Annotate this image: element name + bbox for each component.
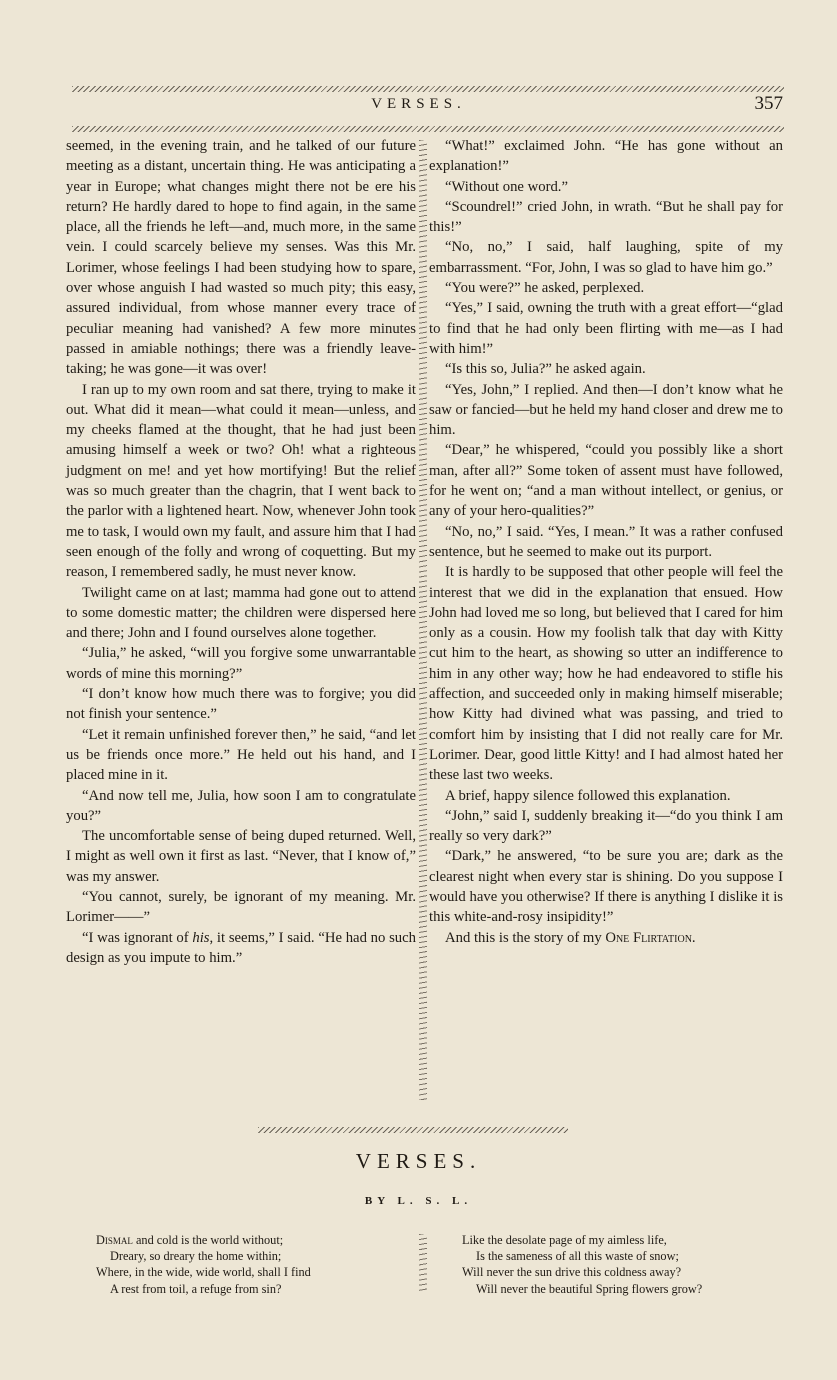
poem-line-lead-word: Dismal xyxy=(96,1233,133,1247)
poem-title: VERSES. xyxy=(355,1149,482,1173)
paragraph xyxy=(66,928,416,969)
poem-column-divider xyxy=(419,1234,427,1292)
paragraph: Twilight came on at last; mamma had gone out to attend to some domestic matter; the children were dispersed here and there; John and I found ourselves alone together. xyxy=(66,584,416,642)
paragraph: “Let it remain unfinished forever then,” he said, “and let us be friends once more.” He held out his hand, and I placed mine in it. xyxy=(66,726,416,784)
running-header-title: VERSES. xyxy=(371,96,466,112)
text-run: And this is the story of my xyxy=(445,929,606,946)
paragraph: “Without one word.” xyxy=(445,178,568,195)
text-run: , it seems,” I said. “He had no such design as you impute to him.” xyxy=(66,929,416,966)
paragraph: “No, no,” I said, half laughing, spite of my embarrassment. “For, John, I was so glad to have him go.” xyxy=(429,239,783,276)
paragraph: “And now tell me, Julia, how soon I am to congratulate you?” xyxy=(66,787,416,824)
section-divider-rule xyxy=(258,1127,568,1133)
text-run: “I was ignorant of xyxy=(82,929,193,946)
poem-line xyxy=(96,1232,406,1248)
paragraph: “You were?” he asked, perplexed. xyxy=(445,280,645,297)
poem-line: Where, in the wide, wide world, shall I find xyxy=(96,1265,311,1280)
poem-line: Like the desolate page of my aimless life, xyxy=(462,1233,667,1247)
story-title-small-caps: One Flirtation. xyxy=(605,929,696,946)
paragraph: “Dark,” he answered, “to be sure you are; dark as the clearest night when every star is shining. Do you suppose I would have you otherwise? If there is anything I dislike it is this white-and-rosy insipidity!” xyxy=(429,848,783,926)
header-top-rule xyxy=(72,86,784,92)
paragraph: “What!” exclaimed John. “He has gone without an explanation!” xyxy=(429,138,783,175)
text-run: and cold is the world without; xyxy=(132,1233,284,1247)
poem-line: Is the sameness of all this waste of snow; xyxy=(476,1249,679,1264)
poem-line: Will never the beautiful Spring flowers grow? xyxy=(476,1281,703,1296)
poem-line: Dreary, so dreary the home within; xyxy=(110,1249,282,1264)
poem-stanza-left xyxy=(96,1232,406,1297)
paragraph: “Julia,” he asked, “will you forgive some unwarrantable words of mine this morning?” xyxy=(66,645,416,682)
poem-byline: BY L. S. L. xyxy=(364,1195,473,1207)
paragraph: “I don’t know how much there was to forgive; you did not finish your sentence.” xyxy=(66,686,416,723)
poem-line: Will never the sun drive this coldness away? xyxy=(462,1265,682,1280)
poem-stanza-right xyxy=(462,1232,782,1297)
paragraph: “Dear,” he whispered, “could you possibly like a short man, after all?” Some token of assent must have followed, for he went on; “and a man without intellect, or genius, or any of your hero-qualities?” xyxy=(429,442,783,520)
paragraph: It is hardly to be supposed that other people will feel the interest that we did in the explanation that ensued. How John had loved me so long, but believed that I cared for him only as a cousin. How my foolish talk that day with Kitty cut him to the heart, as showing so utter an indifference to him in any other way; how he had endeavored to stifle his affection, and succeeded only in making himself miserable; how Kitty had divined what was passing, and tried to comfort him by insisting that I did not really care for Mr. Lorimer. Dear, good little Kitty! and I had almost hated her these last two weeks. xyxy=(429,564,783,784)
paragraph: seemed, in the evening train, and he talked of our future meeting as a distant, uncertain thing. He was anticipating a year in Europe; what changes might there not be ere his return? He hardly dared to hope to find again, in the same place, all the friends he left—and, much more, in the same vein. I could scarcely believe my senses. Was this Mr. Lorimer, whose feelings I had been studying how to spare, over whose anguish I had wasted so much pity; this easy, assured individual, from whose manner every trace of peculiar meaning had vanished? A few more minutes passed in amiable nothings; there was a friendly leave-taking; he was gone—it was over! xyxy=(66,138,416,378)
paragraph: “Scoundrel!” cried John, in wrath. “But he shall pay for this!” xyxy=(429,198,783,236)
page-number: 357 xyxy=(754,93,783,114)
paragraph: A brief, happy silence followed this explanation. xyxy=(445,787,731,804)
left-text-column xyxy=(66,136,416,968)
emphasis: his xyxy=(192,929,210,946)
paragraph: “John,” said I, suddenly breaking it—“do you think I am really so very dark?” xyxy=(429,807,783,845)
paragraph: “Yes, John,” I replied. And then—I don’t know what he saw or fancied—but he held my hand closer and drew me to him. xyxy=(429,381,783,439)
paragraph: “Is this so, Julia?” he asked again. xyxy=(445,361,646,378)
paragraph: “Yes,” I said, owning the truth with a great effort—“glad to find that he had only been flirting with me—as I had with him!” xyxy=(429,300,783,357)
poem-line: A rest from toil, a refuge from sin? xyxy=(110,1281,282,1296)
right-text-column xyxy=(429,136,783,948)
column-divider xyxy=(419,140,427,1100)
paragraph: “You cannot, surely, be ignorant of my meaning. Mr. Lorimer——” xyxy=(66,888,416,926)
paragraph xyxy=(429,928,783,948)
paragraph: The uncomfortable sense of being duped returned. Well, I might as well own it first as last. “Never, that I know of,” was my answer. xyxy=(66,828,416,885)
paragraph: I ran up to my own room and sat there, trying to make it out. What did it mean—what could it mean—unless, and my cheeks flamed at the thought, that he had just been amusing himself a week or two? Oh! what a righteous judgment on me! and yet how mortifying! But the relief was so much greater than the chagrin, that I went back to the parlor with a lightened heart. Now, whenever John took me to task, I would own my fault, and assure him that I had seen enough of the folly and wrong of coquetting. But my reason, I remembered sadly, he must never know. xyxy=(66,381,416,581)
header-bottom-rule xyxy=(72,126,784,132)
paragraph: “No, no,” I said. “Yes, I mean.” It was a rather confused sentence, but he seemed to make out its purport. xyxy=(429,523,783,560)
